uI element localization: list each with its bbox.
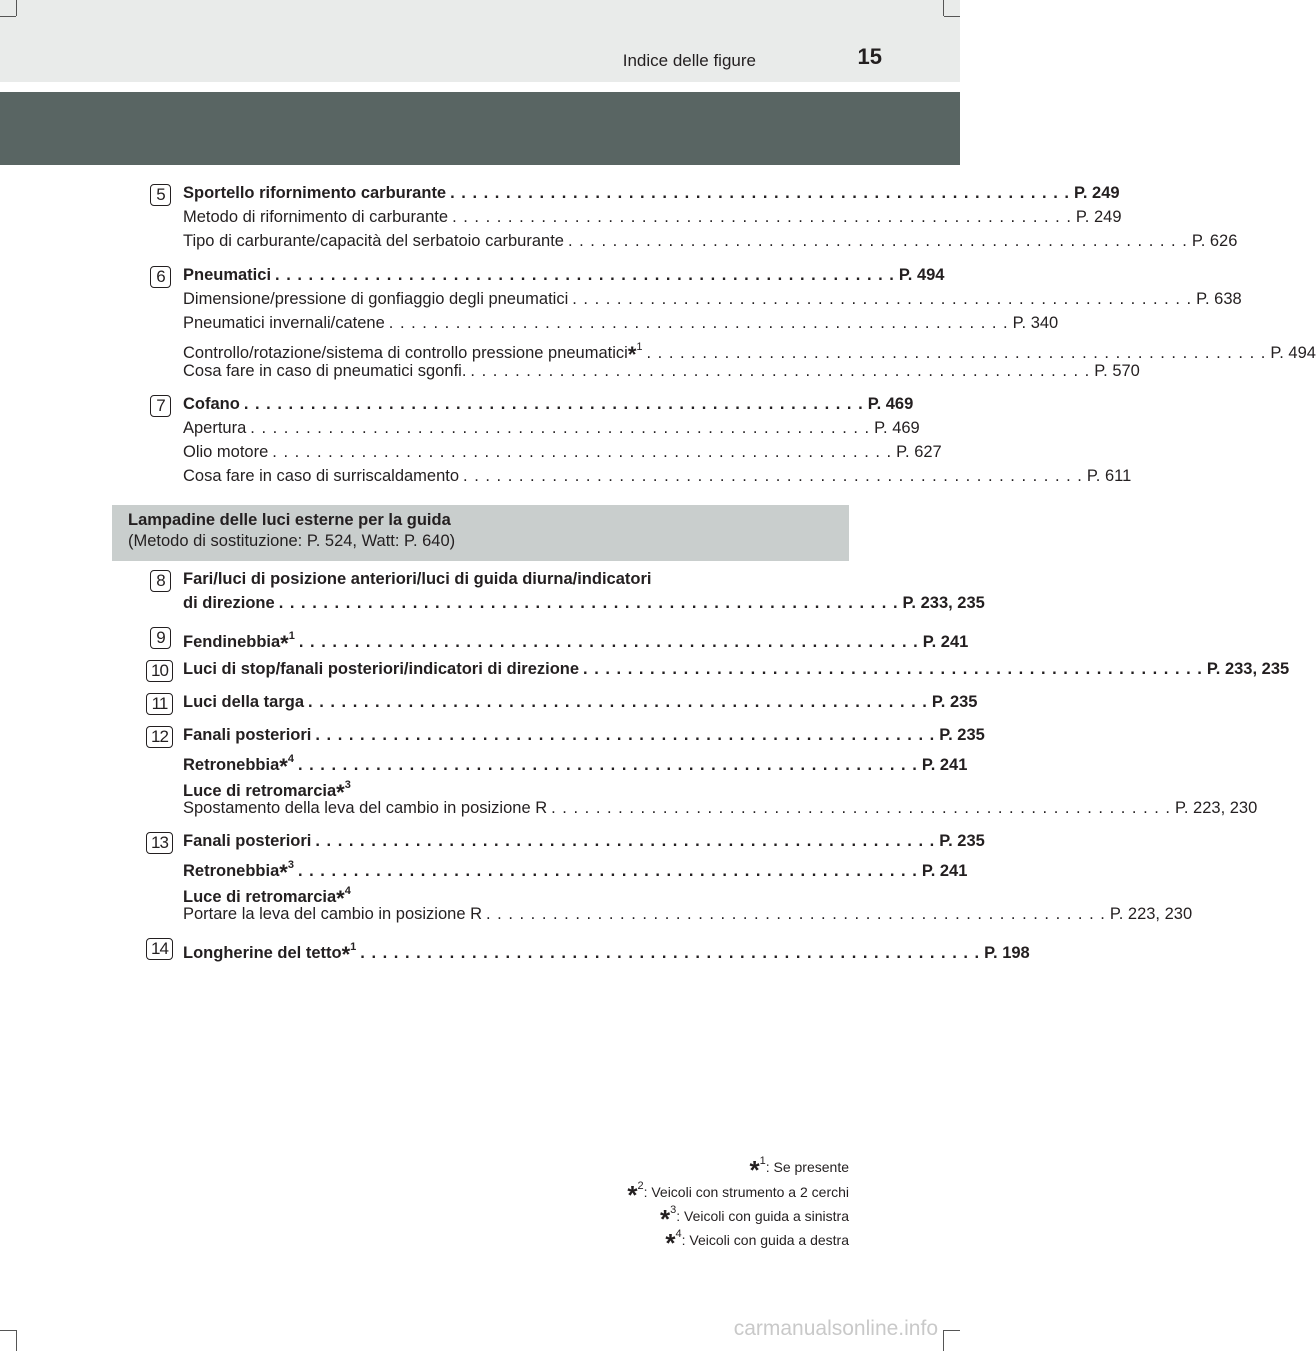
page-ref: P. 241 (921, 756, 968, 774)
figure-number-badge: 10 (146, 660, 173, 682)
figure-number-badge: 9 (150, 627, 171, 649)
footnote-mark: 1 (288, 629, 295, 642)
figure-number-badge: 7 (150, 395, 171, 417)
page-ref: P. 469 (867, 395, 914, 413)
page-ref: P. 241 (922, 633, 969, 651)
page-ref: P. 235 (939, 726, 985, 744)
footnote-star-icon: * (336, 886, 345, 911)
figure-number-badge: 6 (150, 266, 171, 288)
index-entry[interactable]: Retronebbia*$^3$ . . . . . . . . . . . . . . . . . . . . . . . . . . . . . . . . . . . . . . . . . . . . . . . . . . . . . . . . P. 241 (183, 858, 968, 885)
section-heading-box (112, 505, 849, 561)
figure-number-badge: 12 (146, 726, 173, 748)
index-entry[interactable]: Portare la leva del cambio in posizione R . . . . . . . . . . . . . . . . . . . . . . . . . . . . . . . . . . . . . . . . . . . . . . . . . . . . . . . . P. 223, 230 (183, 905, 1193, 923)
figure-number-badge: 5 (150, 184, 171, 206)
running-title: Indice delle figure (622, 51, 756, 70)
crop-mark (944, 1330, 960, 1331)
index-entry[interactable]: Pneumatici invernali/catene . . . . . . . . . . . . . . . . . . . . . . . . . . . . . . . . . . . . . . . . . . . . . . . . . . . . . . . . P. 340 (183, 314, 1059, 332)
page-ref: P. 235 (931, 693, 978, 711)
footnote: *$^4$: Veicoli con guida a destra (665, 1228, 849, 1258)
index-entry[interactable]: Fanali posteriori . . . . . . . . . . . . . . . . . . . . . . . . . . . . . . . . . . . . . . . . . . . . . . . . . . . . . . . . P. 235 (183, 832, 985, 850)
index-entry[interactable]: Cosa fare in caso di surriscaldamento . . . . . . . . . . . . . . . . . . . . . . . . . . . . . . . . . . . . . . . . . . . . . . . . . . . . . . . . P. 611 (183, 467, 1132, 485)
page-ref: P. 340 (1012, 314, 1059, 332)
index-entry[interactable]: Controllo/rotazione/sistema di controllo pressione pneumatici*$^1$ . . . . . . . . . . . . . . . . . . . . . . . . . . . . . . . . . . . . . . . . . . . . . . . . . . . . . . . . P. 494 (183, 340, 1316, 367)
footnote-mark: 1 (636, 340, 643, 353)
footnote-star-icon: * (279, 754, 288, 779)
index-entry[interactable]: Dimensione/pressione di gonfiaggio degli pneumatici . . . . . . . . . . . . . . . . . . . . . . . . . . . . . . . . . . . . . . . . . . . . . . . . . . . . . . . . P. 638 (183, 290, 1242, 308)
page-number: 15 (857, 44, 882, 69)
footnote-mark: 1 (350, 940, 357, 953)
footnote: *$^3$: Veicoli con guida a sinistra (659, 1204, 849, 1234)
index-entry[interactable]: Luce di retromarcia*$^4$ (183, 884, 351, 911)
index-entry[interactable]: Luce di retromarcia*$^3$ (183, 778, 351, 805)
footnote-mark: 3 (287, 858, 294, 871)
crop-mark (0, 16, 16, 17)
footnote-star-icon: * (627, 342, 637, 367)
page-ref: P. 611 (1086, 467, 1132, 485)
footnote-mark: 4 (344, 884, 351, 897)
index-entry[interactable]: Cosa fare in caso di pneumatici sgonfi. . . . . . . . . . . . . . . . . . . . . . . . . . . . . . . . . . . . . . . . . . . . . . . . . . . . . . . . . P. 570 (183, 362, 1140, 380)
figure-number-badge: 8 (150, 570, 171, 592)
page-ref: P. 249 (1073, 184, 1120, 202)
footnote-star-icon: * (665, 1228, 676, 1258)
index-entry[interactable]: Fanali posteriori . . . . . . . . . . . . . . . . . . . . . . . . . . . . . . . . . . . . . . . . . . . . . . . . . . . . . . . . P. 235 (183, 726, 985, 744)
page-ref: P. 626 (1191, 232, 1238, 250)
footnote-star-icon: * (659, 1204, 671, 1234)
page-ref: P. 494 (898, 266, 945, 284)
page-ref: P. 198 (984, 944, 1030, 962)
footnote-star-icon: * (336, 780, 345, 805)
header-band (0, 0, 960, 82)
crop-mark (0, 1330, 16, 1331)
footnote-star-icon: * (749, 1155, 760, 1185)
page-ref: P. 223, 230 (1175, 799, 1258, 817)
crop-mark (943, 1330, 944, 1351)
figure-number-badge: 13 (146, 832, 173, 854)
index-entry[interactable]: Tipo di carburante/capacità del serbatoio carburante . . . . . . . . . . . . . . . . . . . . . . . . . . . . . . . . . . . . . . . . . . . . . . . . . . . . . . . . P. 626 (183, 232, 1238, 250)
index-entry[interactable]: Luci della targa . . . . . . . . . . . . . . . . . . . . . . . . . . . . . . . . . . . . . . . . . . . . . . . . . . . . . . . . P. 235 (183, 693, 978, 711)
crop-mark (16, 0, 17, 16)
footnote-star-icon: * (627, 1180, 638, 1210)
index-entry[interactable]: Longherine del tetto*$^1$ . . . . . . . . . . . . . . . . . . . . . . . . . . . . . . . . . . . . . . . . . . . . . . . . . . . . . . . . P. 198 (183, 940, 1030, 967)
watermark: carmanualsonline.info (733, 1317, 938, 1340)
page-ref: P. 570 (1094, 362, 1140, 380)
header-dark-band (0, 92, 960, 165)
page-ref: P. 638 (1196, 290, 1242, 308)
index-entry[interactable]: Metodo di rifornimento di carburante . . . . . . . . . . . . . . . . . . . . . . . . . . . . . . . . . . . . . . . . . . . . . . . . . . . . . . . . P. 249 (183, 208, 1122, 226)
crop-mark (16, 1330, 17, 1351)
page-ref: P. 233, 235 (1206, 660, 1290, 678)
crop-mark (944, 16, 960, 17)
section-title: Lampadine delle luci esterne per la guida (128, 511, 451, 529)
section-subtitle: (Metodo di sostituzione: P. 524, Watt: P. 640) (128, 532, 456, 550)
page-ref: P. 469 (874, 419, 920, 437)
index-entry[interactable]: Olio motore . . . . . . . . . . . . . . . . . . . . . . . . . . . . . . . . . . . . . . . . . . . . . . . . . . . . . . . . P. 627 (183, 443, 942, 461)
index-entry[interactable]: Luci di stop/fanali posteriori/indicatori di direzione . . . . . . . . . . . . . . . . . . . . . . . . . . . . . . . . . . . . . . . . . . . . . . . . . . . . . . . . P. 233, 235 (183, 660, 1290, 678)
index-entry[interactable]: Retronebbia*$^4$ . . . . . . . . . . . . . . . . . . . . . . . . . . . . . . . . . . . . . . . . . . . . . . . . . . . . . . . . P. 241 (183, 752, 968, 779)
figure-number-badge: 14 (146, 938, 173, 960)
index-entry-first-line[interactable]: Fari/luci di posizione anteriori/luci di guida diurna/indicatori (183, 570, 652, 588)
footnote-mark: 3 (344, 778, 351, 791)
footnote-mark: 4 (287, 752, 294, 765)
footnote-star-icon: * (341, 942, 351, 967)
page-ref: P. 233, 235 (902, 594, 985, 612)
index-entry[interactable]: Spostamento della leva del cambio in posizione R . . . . . . . . . . . . . . . . . . . . . . . . . . . . . . . . . . . . . . . . . . . . . . . . . . . . . . . . P. 223, 230 (183, 799, 1258, 817)
page-ref: P. 627 (896, 443, 942, 461)
footnote: *$^1$: Se presente (749, 1155, 849, 1185)
figure-number-badge: 11 (146, 693, 173, 715)
footnote-star-icon: * (280, 631, 289, 656)
page-ref: P. 494 (1270, 344, 1316, 362)
footnote: *$^2$: Veicoli con strumento a 2 cerchi (627, 1180, 849, 1210)
crop-mark (943, 0, 944, 16)
index-entry[interactable]: Apertura . . . . . . . . . . . . . . . . . . . . . . . . . . . . . . . . . . . . . . . . . . . . . . . . . . . . . . . . P. 469 (183, 419, 920, 437)
index-entry[interactable]: Sportello rifornimento carburante . . . . . . . . . . . . . . . . . . . . . . . . . . . . . . . . . . . . . . . . . . . . . . . . . . . . . . . . P. 249 (183, 184, 1120, 202)
footnote-star-icon: * (279, 860, 288, 885)
page-ref: P. 249 (1075, 208, 1122, 226)
index-entry[interactable]: Cofano . . . . . . . . . . . . . . . . . . . . . . . . . . . . . . . . . . . . . . . . . . . . . . . . . . . . . . . . P. 469 (183, 395, 914, 413)
page-ref: P. 235 (939, 832, 985, 850)
index-entry[interactable]: di direzione . . . . . . . . . . . . . . . . . . . . . . . . . . . . . . . . . . . . . . . . . . . . . . . . . . . . . . . . P. 233, 235 (183, 594, 985, 612)
index-entry[interactable]: Fendinebbia*$^1$ . . . . . . . . . . . . . . . . . . . . . . . . . . . . . . . . . . . . . . . . . . . . . . . . . . . . . . . . P. 241 (183, 629, 969, 656)
page-ref: P. 223, 230 (1109, 905, 1193, 923)
page-ref: P. 241 (921, 862, 968, 880)
index-entry[interactable]: Pneumatici . . . . . . . . . . . . . . . . . . . . . . . . . . . . . . . . . . . . . . . . . . . . . . . . . . . . . . . . P. 494 (183, 266, 945, 284)
